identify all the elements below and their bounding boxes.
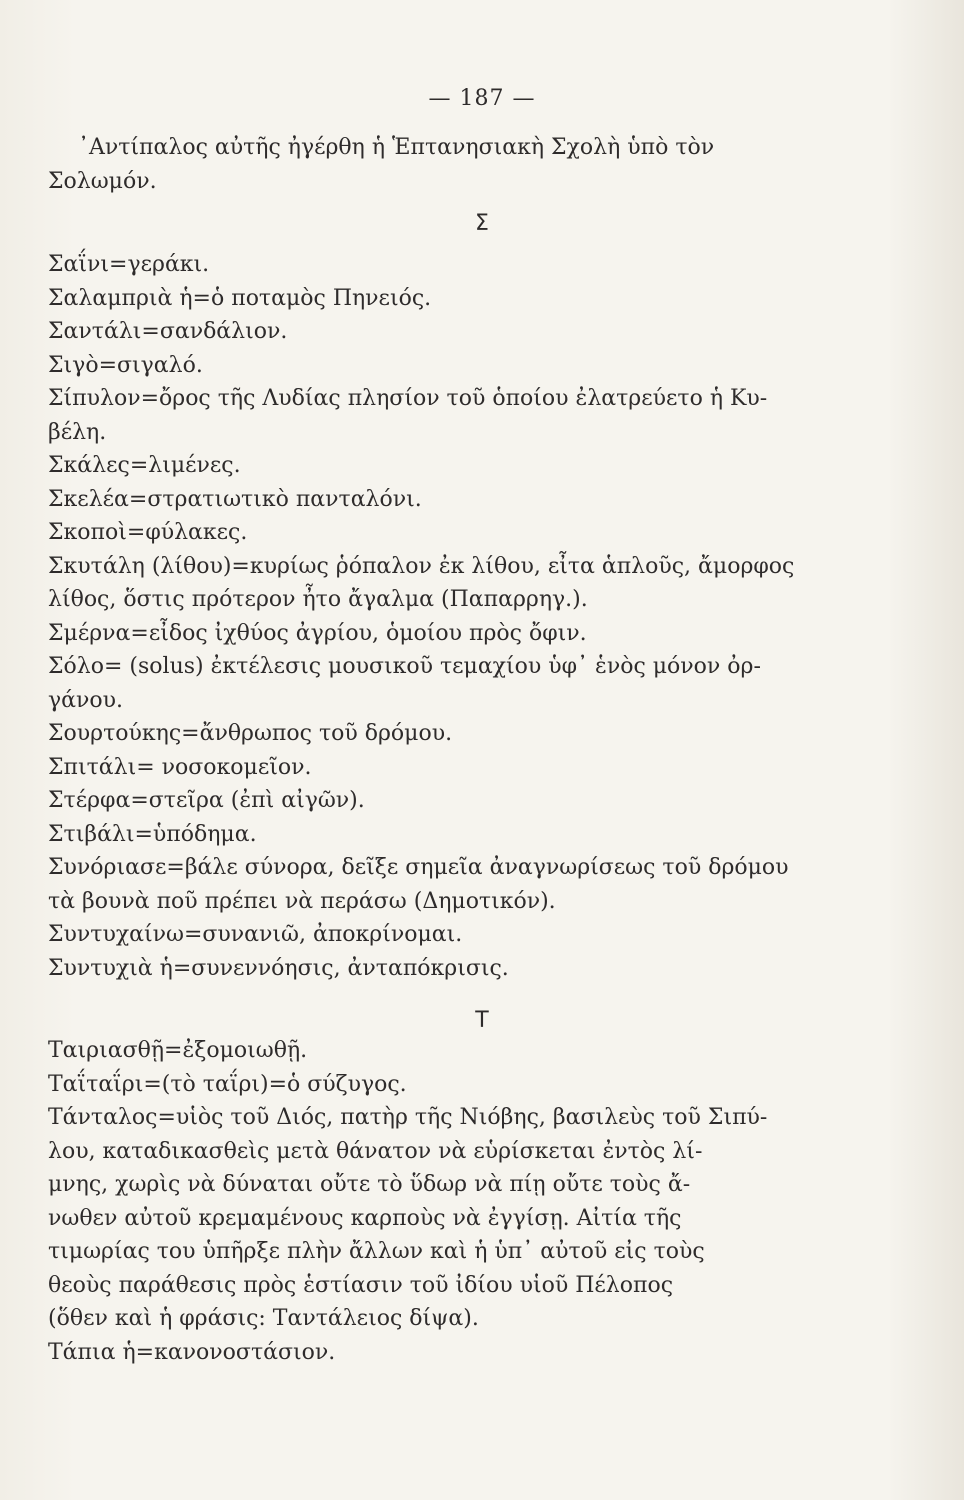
- glossary-entry: [48, 382, 823, 449]
- glossary-entry-line: τὰ βουνὰ ποῦ πρέπει νὰ περάσω (Δημοτικόν).: [48, 888, 556, 914]
- glossary-entry: [48, 1336, 823, 1370]
- glossary-entry-line: Ταΐταΐρι=(τὸ ταΐρι)=ὁ σύζυγος.: [48, 1071, 407, 1097]
- glossary-entry-line: Στιβάλι=ὑπόδημα.: [48, 821, 257, 847]
- glossary-entry-line: Σπιτάλι= νοσοκομεῖον.: [48, 754, 312, 780]
- glossary-entry-line: Σκοποὶ=φύλακες.: [48, 520, 248, 545]
- glossary-entry-line: Σκελέα=στρατιωτικὸ πανταλόνι.: [48, 486, 422, 512]
- glossary-entry: [48, 617, 823, 651]
- glossary-entry-line: Σκάλες=λιμένες.: [48, 453, 241, 478]
- glossary-entry-line: Σαντάλι=σανδάλιον.: [48, 319, 288, 344]
- glossary-entry-line: τιμωρίας του ὑπῆρξε πλὴν ἄλλων καὶ ἡ ὑπ᾿ αὐτοῦ εἰς τοὺς: [48, 1239, 705, 1264]
- glossary-entry-line: λίθος, ὅστις πρότερον ἦτο ἄγαλμα (Παπαρρηγ.).: [48, 587, 588, 612]
- glossary-entry-line: Συντυχιὰ ἡ=συνεννόησις, ἀνταπόκρισις.: [48, 955, 509, 981]
- section-heading-tau: Τ: [475, 1008, 489, 1033]
- glossary-entry-line: Συνόριασε=βάλε σύνορα, δεῖξε σημεῖα ἀναγνωρίσεως τοῦ δρόμου: [48, 855, 789, 880]
- glossary-entry: [48, 349, 823, 383]
- glossary-entry: [48, 1101, 823, 1336]
- intro-paragraph: [48, 131, 823, 198]
- glossary-entry: [48, 449, 823, 483]
- glossary-entry: [48, 851, 823, 918]
- glossary-entry: [48, 1034, 823, 1068]
- glossary-entry-line: βέλη.: [48, 419, 107, 445]
- glossary-entry-line: Σίπυλον=ὄρος τῆς Λυδίας πλησίον τοῦ ὁποίου ἐλατρεύετο ἡ Κυ-: [48, 386, 768, 411]
- glossary-section-sigma: [48, 248, 823, 985]
- page-number: — 187 —: [428, 86, 536, 111]
- glossary-entry: [48, 516, 823, 550]
- glossary-entry-line: Ταιριασθῇ=ἐξομοιωθῇ.: [48, 1038, 308, 1063]
- glossary-entry: [48, 952, 823, 986]
- glossary-entry-line: Σκυτάλη (λίθου)=κυρίως ῥόπαλον ἐκ λίθου, εἶτα ἁπλοῦς, ἄμορφος: [48, 553, 795, 579]
- glossary-entry-line: γάνου.: [48, 687, 123, 713]
- glossary-entry: [48, 717, 823, 751]
- glossary-entry: [48, 483, 823, 517]
- glossary-entry-line: Σαλαμπριὰ ἡ=ὁ ποταμὸς Πηνειός.: [48, 285, 432, 311]
- glossary-entry-line: Τάπια ἡ=κανονοστάσιον.: [48, 1339, 336, 1365]
- glossary-entry: [48, 784, 823, 818]
- glossary-entry-line: Σαΐνι=γεράκι.: [48, 252, 210, 277]
- glossary-entry-line: Σόλο= (solus) ἐκτέλεσις μουσικοῦ τεμαχίου ὑφ᾿ ἑνὸς μόνον ὀρ-: [48, 654, 761, 679]
- glossary-entry-line: Σιγὸ=σιγαλό.: [48, 352, 203, 378]
- glossary-entry: [48, 751, 823, 785]
- glossary-entry: [48, 650, 823, 717]
- glossary-entry-line: (ὅθεν καὶ ἡ φράσις: Ταντάλειος δίψα).: [48, 1306, 479, 1331]
- glossary-entry: [48, 248, 823, 282]
- intro-line-1: ᾿Αντίπαλος αὐτῆς ἠγέρθη ἡ Ἑπτανησιακὴ Σχολὴ ὑπὸ τὸν: [78, 135, 715, 160]
- glossary-entry: [48, 1068, 823, 1102]
- glossary-entry: [48, 918, 823, 952]
- glossary-section-tau: [48, 1034, 823, 1369]
- glossary-entry: [48, 282, 823, 316]
- glossary-entry-line: Σμέρνα=εἶδος ἰχθύος ἀγρίου, ὁμοίου πρὸς ὄφιν.: [48, 620, 587, 646]
- glossary-entry-line: Τάνταλος=υἱὸς τοῦ Διός, πατὴρ τῆς Νιόβης, βασιλεὺς τοῦ Σιπύ-: [48, 1105, 768, 1130]
- glossary-entry-line: θεοὺς παράθεσις πρὸς ἑστίασιν τοῦ ἰδίου υἱοῦ Πέλοπος: [48, 1272, 674, 1298]
- glossary-entry-line: μνης, χωρὶς νὰ δύναται οὔτε τὸ ὕδωρ νὰ πίῃ οὔτε τοὺς ἄ-: [48, 1172, 691, 1197]
- glossary-entry: [48, 550, 823, 617]
- section-heading-sigma: Σ: [475, 211, 489, 236]
- intro-line-2: Σολωμόν.: [48, 168, 157, 194]
- glossary-entry-line: λου, καταδικασθεὶς μετὰ θάνατον νὰ εὑρίσκεται ἐντὸς λί-: [48, 1138, 703, 1164]
- glossary-entry-line: Στέρφα=στεῖρα (ἐπὶ αἰγῶν).: [48, 788, 365, 813]
- glossary-entry-line: Σουρτούκης=ἄνθρωπος τοῦ δρόμου.: [48, 721, 453, 746]
- glossary-entry: [48, 818, 823, 852]
- glossary-entry: [48, 315, 823, 349]
- glossary-entry-line: Συντυχαίνω=συνανιῶ, ἀποκρίνομαι.: [48, 922, 463, 947]
- glossary-entry-line: νωθεν αὐτοῦ κρεμαμένους καρποὺς νὰ ἐγγίσῃ. Αἰτία τῆς: [48, 1205, 682, 1231]
